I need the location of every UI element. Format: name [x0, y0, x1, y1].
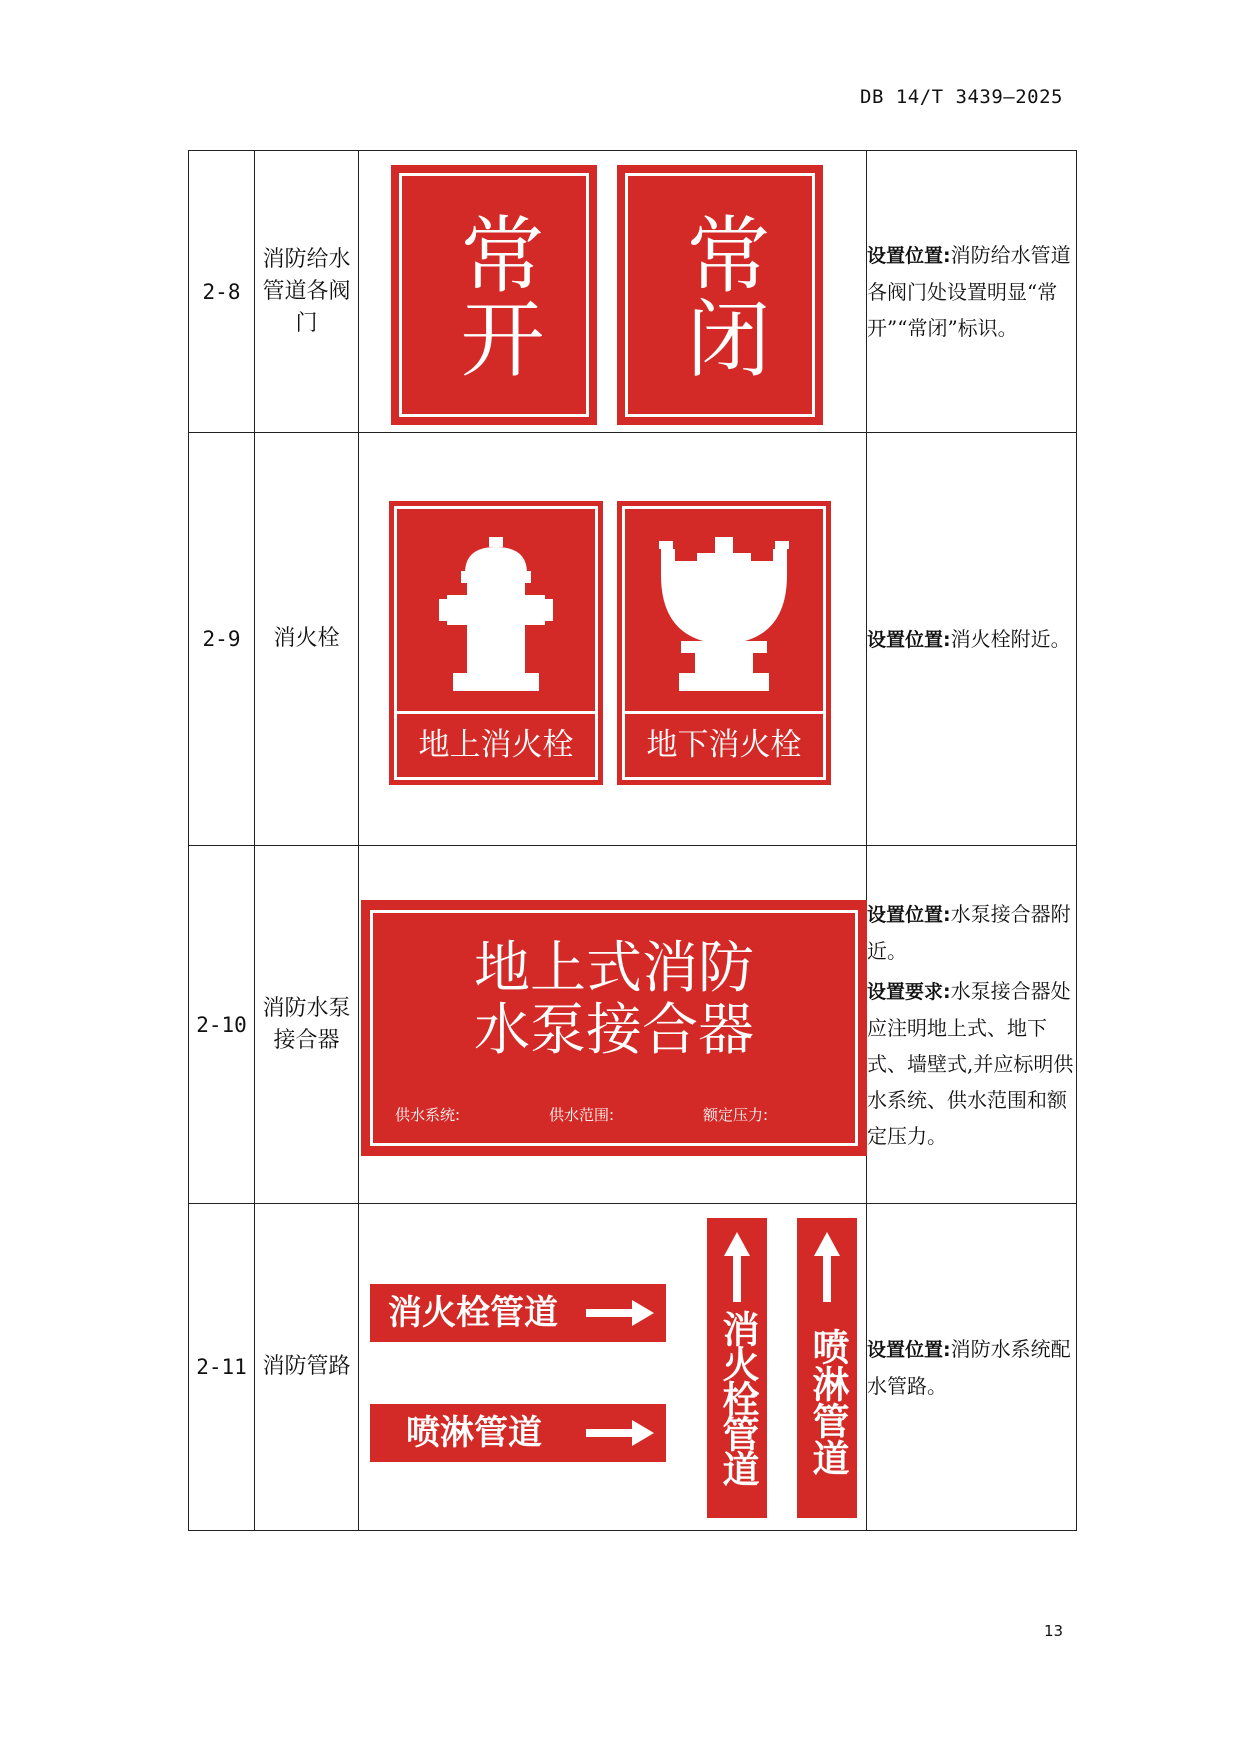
desc-label2: 设置要求: — [867, 980, 951, 1003]
sign-title-line1: 地上式消防 — [474, 936, 754, 1001]
desc-label: 设置位置: — [867, 628, 951, 651]
row-description — [867, 433, 1077, 846]
row-name-text: 消防水泵接合器 — [262, 995, 351, 1053]
above-ground-hydrant-label: 地上消火栓 — [418, 727, 574, 763]
table-row — [189, 433, 1077, 846]
sign-images — [359, 151, 867, 433]
supply-system-field: 供水系统: — [395, 1106, 461, 1124]
desc-label: 设置位置: — [867, 245, 951, 267]
table-row — [189, 151, 1077, 433]
row-name — [255, 151, 359, 433]
row-name-text: 消防给水管道各阀门 — [262, 246, 351, 336]
above-ground-hydrant-icon — [437, 535, 555, 693]
normally-closed-text: 常闭 — [673, 211, 771, 379]
document-code: DB 14/T 3439—2025 — [860, 86, 1063, 108]
up-arrow-icon — [722, 1232, 752, 1302]
underground-hydrant-sign — [617, 501, 831, 785]
supply-range-field: 供水范围: — [549, 1106, 615, 1124]
underground-hydrant-label: 地下消火栓 — [646, 727, 802, 763]
underground-hydrant-icon — [657, 535, 791, 693]
row-name-text: 消防管路 — [262, 1354, 351, 1379]
hydrant-pipe-label-vertical — [707, 1218, 767, 1518]
rated-pressure-field: 额定压力: — [703, 1106, 769, 1124]
normally-open-sign — [391, 165, 597, 425]
table-row — [189, 846, 1077, 1204]
row-number: 2-10 — [189, 846, 255, 1204]
right-arrow-icon — [586, 1298, 654, 1328]
sprinkler-pipe-label-vertical — [797, 1218, 857, 1518]
divider-line — [394, 711, 598, 714]
desc-requirement — [867, 973, 1076, 1154]
page-number: 13 — [1044, 1622, 1064, 1640]
up-arrow-icon — [812, 1232, 842, 1302]
row-name — [255, 1204, 359, 1531]
hydrant-pipe-label-horizontal — [370, 1284, 666, 1342]
table-row — [189, 1204, 1077, 1531]
normally-open-text: 常开 — [447, 211, 545, 379]
pipe-label-text: 喷淋管道 — [806, 1328, 849, 1476]
pipe-label-text: 喷淋管道 — [406, 1413, 542, 1453]
row-name-text: 消火栓 — [273, 626, 340, 651]
right-arrow-icon — [586, 1418, 654, 1448]
row-description — [867, 151, 1077, 433]
sign-images — [359, 433, 867, 846]
sign-title-line2: 水泵接合器 — [474, 998, 754, 1063]
desc-label: 设置位置: — [867, 903, 951, 926]
pipe-label-text: 消火栓管道 — [716, 1310, 759, 1485]
normally-closed-sign — [617, 165, 823, 425]
sign-images — [359, 1204, 867, 1531]
row-name — [255, 433, 359, 846]
divider-line — [622, 711, 826, 714]
row-number: 2-11 — [189, 1204, 255, 1531]
above-ground-hydrant-sign — [389, 501, 603, 785]
desc-location — [867, 896, 1076, 969]
row-name — [255, 846, 359, 1204]
desc-text2: 水泵接合器处应注明地上式、地下式、墙壁式,并应标明供水系统、供水范围和额定压力。 — [867, 978, 1074, 1148]
fire-sign-table — [188, 150, 1077, 1531]
row-number: 2-8 — [189, 151, 255, 433]
desc-text: 消防水系统配水管路。 — [867, 1336, 1071, 1398]
row-description — [867, 846, 1077, 1204]
desc-label: 设置位置: — [867, 1338, 951, 1361]
pipe-label-text: 消火栓管道 — [388, 1293, 558, 1333]
desc-text: 消火栓附近。 — [950, 626, 1071, 651]
pump-connector-sign — [361, 900, 867, 1156]
desc-text: 消防给水管道各阀门处设置明显“常开”“常闭”标识。 — [867, 243, 1071, 340]
desc-text: 水泵接合器附近。 — [867, 901, 1071, 963]
sign-images — [359, 846, 867, 1204]
row-description — [867, 1204, 1077, 1531]
sprinkler-pipe-label-horizontal — [370, 1404, 666, 1462]
row-number: 2-9 — [189, 433, 255, 846]
